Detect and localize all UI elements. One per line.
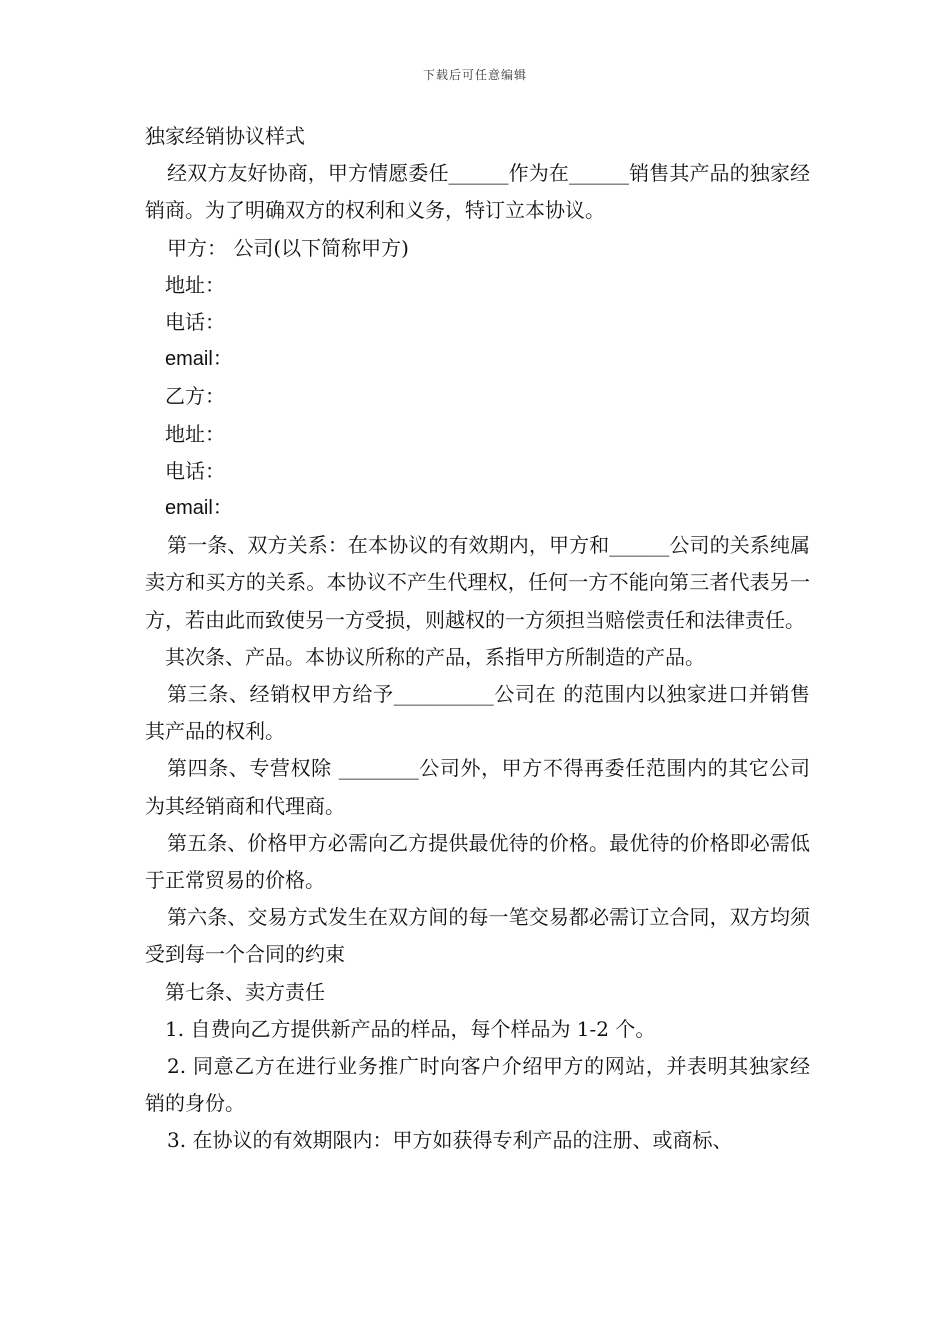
clause-2: 其次条、产品。本协议所称的产品，系指甲方所制造的产品。 xyxy=(165,644,705,669)
document-body xyxy=(145,118,810,1160)
seller-duty-1: 1. 自费向乙方提供新产品的样品，每个样品为 1-2 个。 xyxy=(165,1016,656,1041)
page-header-note: 下载后可任意编辑 xyxy=(422,68,527,82)
seller-duty-2: 2. 同意乙方在进行业务推广时向客户介绍甲方的网站，并表明其独家经销的身份。 xyxy=(145,1054,810,1116)
document-title: 独家经销协议样式 xyxy=(145,124,305,148)
party-b-address: 地址： xyxy=(165,421,225,446)
party-b-phone: 电话： xyxy=(165,458,225,483)
party-a-address: 地址： xyxy=(165,272,225,297)
clause-1: 第一条、双方关系：在本协议的有效期内，甲方和______公司的关系纯属卖方和买方的关系。本协议不产生代理权，任何一方不能向第三者代表另一方，若由此而致使另一方受损，则越权的一方须担当赔偿责任和法律责任。 xyxy=(145,533,810,632)
clause-5: 第五条、价格甲方必需向乙方提供最优待的价格。最优待的价格即必需低于正常贸易的价格。 xyxy=(145,830,810,893)
clause-6: 第六条、交易方式发生在双方间的每一笔交易都必需订立合同，双方均须受到每一个合同的约束 xyxy=(145,905,810,967)
party-a-phone: 电话： xyxy=(165,310,225,335)
party-a-label: 甲方： 公司(以下简称甲方) xyxy=(167,235,409,260)
clause-7: 第七条、卖方责任 xyxy=(165,979,325,1004)
seller-duty-3: 3. 在协议的有效期限内：甲方如获得专利产品的注册、或商标、 xyxy=(167,1128,733,1153)
intro-paragraph: 经双方友好协商，甲方情愿委任______作为在______销售其产品的独家经销商。为了明确双方的权利和义务，特订立本协议。 xyxy=(145,161,810,223)
clause-4: 第四条、专营权除 ________公司外，甲方不得再委任范围内的其它公司为其经销商和代理商。 xyxy=(145,756,810,818)
clause-3: 第三条、经销权甲方给予__________公司在 的范围内以独家进口并销售其产品的权利。 xyxy=(145,682,810,744)
party-b-email: email： xyxy=(165,497,233,520)
party-a-email: email： xyxy=(165,348,233,371)
party-b-label: 乙方： xyxy=(165,384,225,409)
